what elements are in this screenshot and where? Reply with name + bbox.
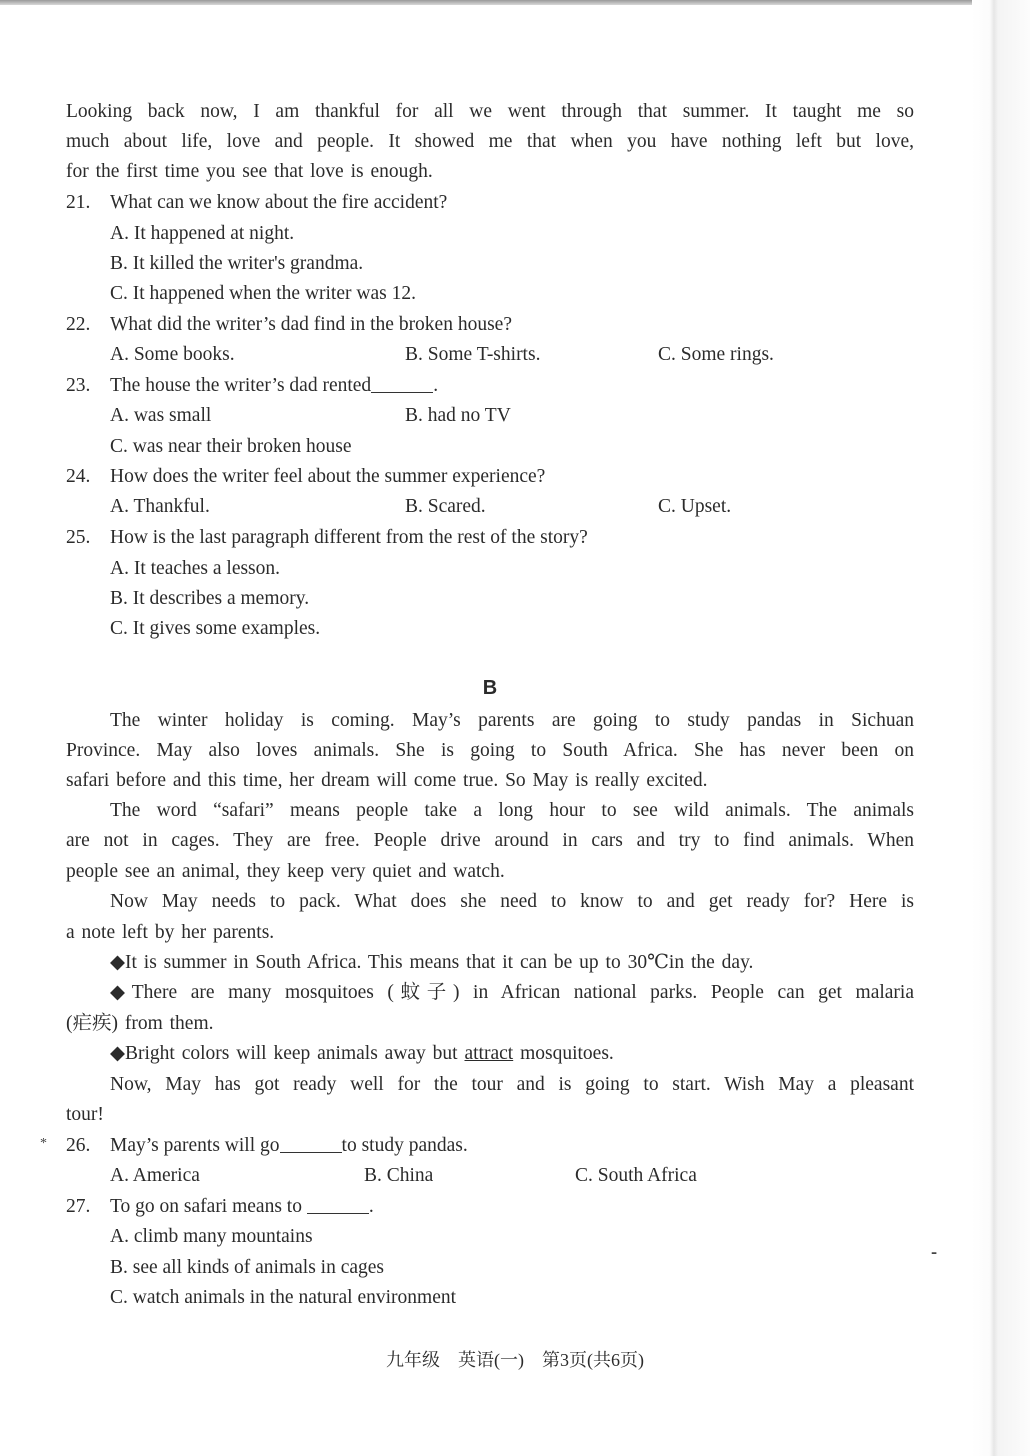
answer-blank bbox=[371, 374, 433, 393]
answer-blank bbox=[307, 1195, 369, 1214]
question-text-row bbox=[110, 1193, 374, 1221]
option-a: A. America bbox=[110, 1165, 200, 1186]
question-number: 25. bbox=[66, 527, 91, 548]
option-b: B. see all kinds of animals in cages bbox=[110, 1257, 385, 1278]
passage-line: much about life, love and people. It showed me that when you have nothing left but love, bbox=[66, 131, 914, 152]
passage-line: for the first time you see that love is enough. bbox=[66, 161, 433, 182]
question-number: 26. bbox=[66, 1135, 91, 1156]
passage-line: The winter holiday is coming. May’s parents are going to study pandas in Sichuan bbox=[110, 710, 914, 731]
question-text: How is the last paragraph different from the rest of the story? bbox=[110, 527, 588, 548]
section-heading: B bbox=[482, 677, 498, 699]
option-c: C. was near their broken house bbox=[110, 436, 352, 457]
question-number: 24. bbox=[66, 466, 91, 487]
option-b: B. Scared. bbox=[405, 496, 486, 517]
passage-line: Now May needs to pack. What does she need to know to and get ready for? Here is bbox=[110, 891, 914, 912]
question-number: 23. bbox=[66, 375, 91, 396]
question-text-row: The house the writer’s dad rented . bbox=[110, 375, 439, 396]
option-c: C. watch animals in the natural environment bbox=[110, 1287, 457, 1308]
question-number: 22. bbox=[66, 314, 91, 335]
scan-mark: * bbox=[40, 1136, 47, 1151]
question-text: What did the writer’s dad find in the broken house? bbox=[110, 314, 512, 335]
question-text: What can we know about the fire accident? bbox=[110, 192, 448, 213]
question-text-row bbox=[110, 1132, 468, 1160]
question-text: How does the writer feel about the summer experience? bbox=[110, 466, 546, 487]
passage-line: are not in cages. They are free. People drive around in cars and try to find animals. When bbox=[66, 830, 914, 851]
question-text: May’s parents will go bbox=[110, 1135, 280, 1156]
option-c: C. Upset. bbox=[658, 496, 732, 517]
question-number: 21. bbox=[66, 192, 91, 213]
passage-line: The word “safari” means people take a long hour to see wild animals. The animals bbox=[110, 800, 914, 821]
option-b: B. had no TV bbox=[405, 405, 511, 426]
passage-line: a note left by her parents. bbox=[66, 922, 275, 943]
option-a: A. Thankful. bbox=[110, 496, 210, 517]
answer-blank bbox=[280, 1134, 342, 1153]
option-c: C. It gives some examples. bbox=[110, 618, 321, 639]
option-b: B. It killed the writer's grandma. bbox=[110, 253, 364, 274]
passage-line: tour! bbox=[66, 1104, 104, 1125]
question-text: to study pandas. bbox=[341, 1135, 468, 1156]
option-c: C. South Africa bbox=[575, 1165, 697, 1186]
passage-line: Looking back now, I am thankful for all we went through that summer. It taught me so bbox=[66, 101, 914, 122]
option-b: B. It describes a memory. bbox=[110, 588, 310, 609]
option-a: A. It happened at night. bbox=[110, 223, 295, 244]
note-item: ◆It is summer in South Africa. This means that it can be up to 30℃in the day. bbox=[110, 952, 754, 973]
option-b: B. China bbox=[364, 1165, 434, 1186]
passage-line: Province. May also loves animals. She is going to South Africa. She has never been on bbox=[66, 740, 914, 761]
question-number: 27. bbox=[66, 1196, 91, 1217]
option-a: A. was small bbox=[110, 405, 212, 426]
question-text: To go on safari means to bbox=[110, 1196, 302, 1217]
passage-line: people see an animal, they keep very quiet and watch. bbox=[66, 861, 505, 882]
scan-mark: ⁃ bbox=[930, 1246, 938, 1263]
option-c: C. It happened when the writer was 12. bbox=[110, 283, 416, 304]
option-a: A. climb many mountains bbox=[110, 1226, 313, 1247]
option-a: A. Some books. bbox=[110, 344, 235, 365]
note-item: ◆There are many mosquitoes (蚊子) in African national parks. People can get malaria bbox=[110, 982, 914, 1003]
question-text: The house the writer’s dad rented bbox=[110, 375, 372, 396]
passage-line: Now, May has got ready well for the tour and is going to start. Wish May a pleasant bbox=[110, 1074, 914, 1095]
question-text: . bbox=[368, 1196, 374, 1217]
note-text: mosquitoes. bbox=[513, 1043, 614, 1064]
option-a: A. It teaches a lesson. bbox=[110, 558, 281, 579]
option-c: C. Some rings. bbox=[658, 344, 774, 365]
note-item bbox=[110, 1040, 614, 1068]
note-text: ◆Bright colors will keep animals away but bbox=[110, 1043, 465, 1064]
note-item: (疟疾) from them. bbox=[66, 1013, 214, 1034]
option-b: B. Some T-shirts. bbox=[405, 344, 541, 365]
underlined-word: attract bbox=[464, 1043, 514, 1064]
page-footer: 九年级 英语(一) 第3页(共6页) bbox=[386, 1350, 644, 1370]
passage-line: safari before and this time, her dream will come true. So May is really excited. bbox=[66, 770, 708, 791]
